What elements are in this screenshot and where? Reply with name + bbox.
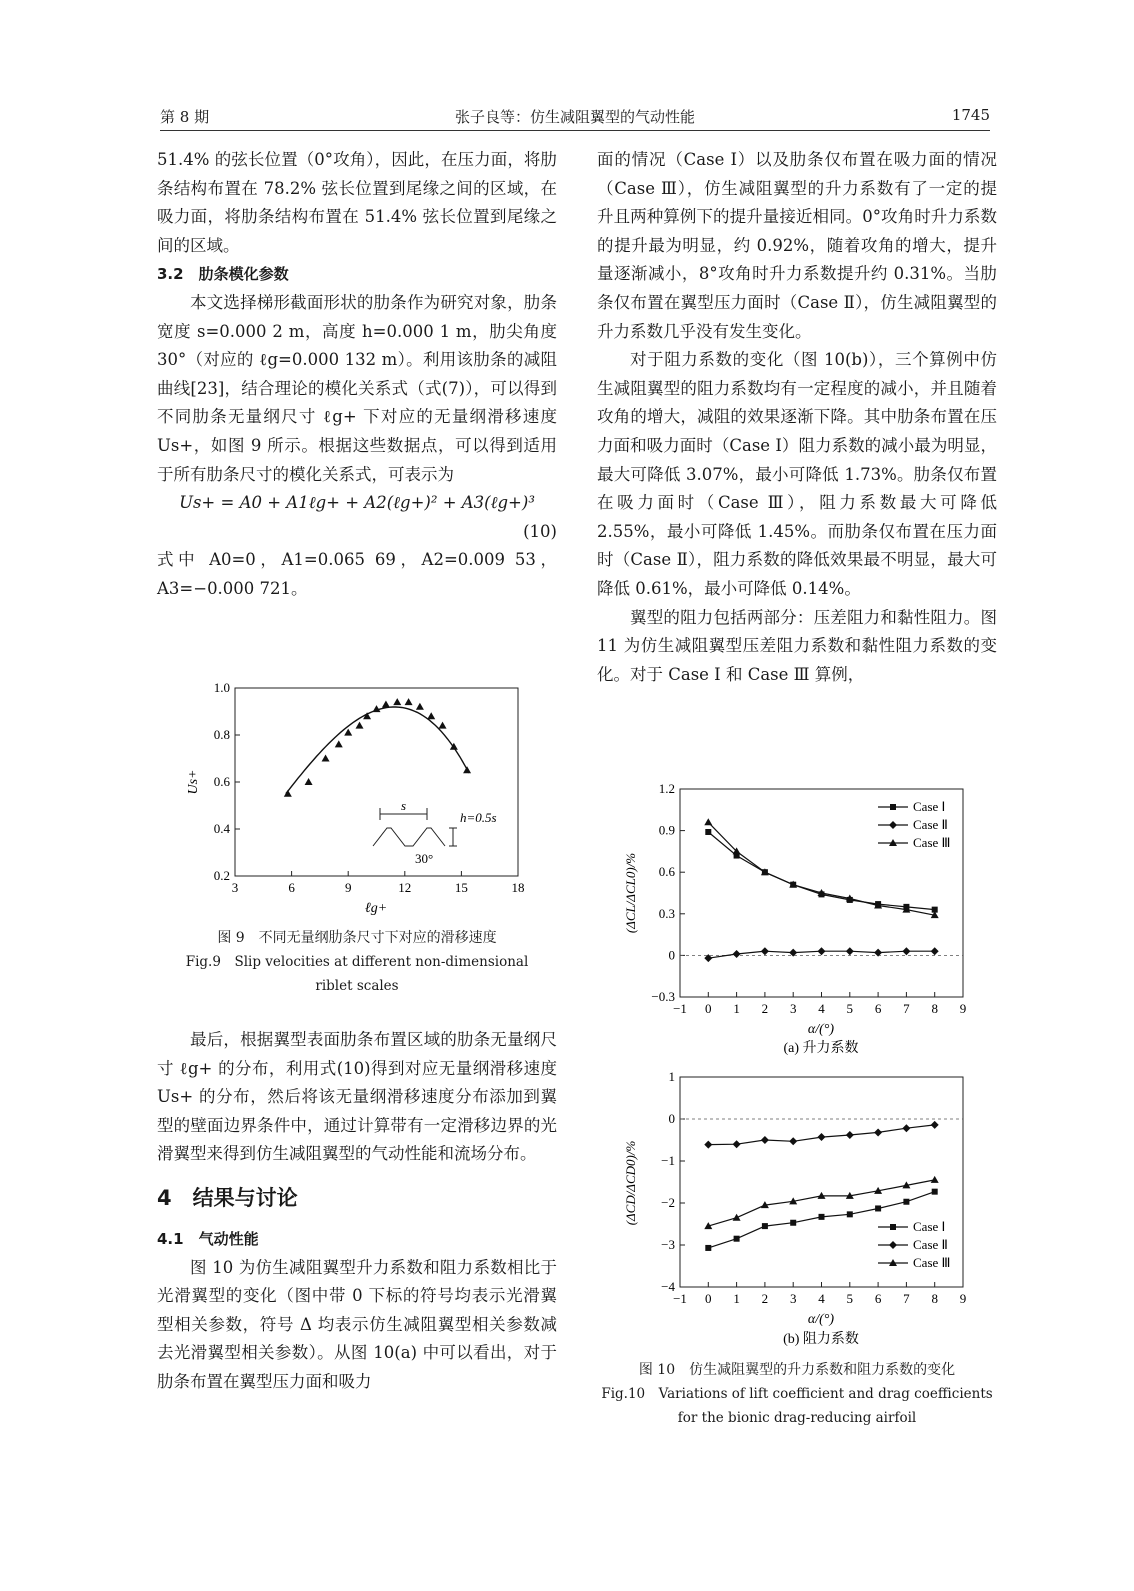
marker-triangle bbox=[733, 1214, 741, 1221]
x-tick-label: 6 bbox=[288, 880, 295, 895]
inset-label-s: s bbox=[401, 798, 407, 813]
y-tick-label: −2 bbox=[661, 1195, 675, 1210]
y-axis-label: (ΔCD/ΔCD0)/% bbox=[623, 1140, 638, 1226]
legend-label: Case Ⅱ bbox=[913, 1237, 948, 1252]
equation-number: (10) bbox=[523, 521, 557, 541]
marker-triangle bbox=[305, 778, 313, 785]
marker-triangle bbox=[405, 698, 413, 705]
x-tick-label: 1 bbox=[733, 1001, 740, 1016]
marker-diamond bbox=[733, 950, 741, 958]
caption-en-line2: riblet scales bbox=[315, 978, 399, 994]
left-column-bottom bbox=[157, 1026, 557, 1397]
legend-label: Case Ⅱ bbox=[913, 817, 948, 832]
x-tick-label: 5 bbox=[846, 1001, 854, 1016]
section-heading-4: 4 结果与讨论 bbox=[157, 1185, 298, 1210]
y-tick-label: 0.4 bbox=[213, 821, 230, 836]
x-tick-label: 9 bbox=[959, 1001, 967, 1016]
x-tick-label: 3 bbox=[789, 1291, 797, 1306]
figure-10a-chart bbox=[615, 775, 985, 1060]
page-number: 1745 bbox=[951, 106, 990, 124]
marker-square bbox=[890, 804, 896, 810]
marker-square bbox=[705, 829, 711, 835]
equation-10: Us+ = A0 + A1ℓg+ + A2(ℓg+)² + A3(ℓg+)³ bbox=[179, 493, 535, 513]
y-tick-label: 1.2 bbox=[658, 781, 675, 796]
x-tick-label: 3 bbox=[231, 880, 239, 895]
marker-square bbox=[819, 1214, 825, 1220]
paragraph: 本文选择梯形截面形状的肋条作为研究对象，肋条宽度 s=0.000 2 m，高度 h=0.000 1 m，肋尖角度 30°（对应的 ℓg=0.000 132 m）。利用该肋条的减阻曲线[23]，结合理论的模化关系式（式(7)），可以得到不同肋条无量纲尺寸 ℓg+ 下对应的无量纲滑移速度 Us+，如图 9 所示。根据这些数据点，可以得到适用于所有肋条尺寸的模化关系式，可表示为 bbox=[157, 292, 557, 484]
subfigure-label-b: (b) 阻力系数 bbox=[783, 1332, 859, 1347]
marker-triangle bbox=[335, 740, 343, 747]
marker-diamond bbox=[931, 947, 939, 955]
marker-triangle bbox=[427, 712, 435, 719]
marker-triangle bbox=[416, 703, 424, 710]
y-tick-label: −3 bbox=[661, 1237, 675, 1252]
marker-square bbox=[847, 1211, 853, 1217]
marker-diamond bbox=[889, 1241, 897, 1249]
legend-label: Case Ⅰ bbox=[913, 799, 946, 814]
y-tick-label: 0.3 bbox=[658, 905, 675, 921]
marker-diamond bbox=[818, 947, 826, 955]
fit-curve bbox=[286, 707, 469, 794]
marker-triangle bbox=[439, 722, 447, 729]
x-tick-label: 8 bbox=[931, 1001, 938, 1016]
marker-triangle bbox=[344, 729, 352, 736]
caption-en-line2: for the bionic drag-reducing airfoil bbox=[677, 1410, 917, 1426]
x-tick-label: 18 bbox=[511, 880, 525, 895]
running-title: 张子良等：仿生减阻翼型的气动性能 bbox=[454, 108, 695, 126]
y-tick-label: −4 bbox=[661, 1279, 675, 1294]
x-tick-label: 7 bbox=[903, 1001, 910, 1016]
marker-square bbox=[875, 1205, 881, 1211]
x-tick-label: 3 bbox=[789, 1001, 797, 1016]
y-tick-label: 0 bbox=[668, 1111, 675, 1126]
paragraph: 翼型的阻力包括两部分：压差阻力和黏性阻力。图 11 为仿生减阻翼型压差阻力系数和黏性阻力系数的变化。对于 Case Ⅰ 和 Case Ⅲ 算例， bbox=[597, 607, 997, 684]
series-line bbox=[708, 822, 934, 915]
x-tick-label: 6 bbox=[874, 1001, 882, 1016]
legend-label: Case Ⅰ bbox=[913, 1219, 946, 1234]
x-tick-label: −1 bbox=[673, 1291, 687, 1306]
y-axis-label: (ΔCL/ΔCL0)/% bbox=[623, 852, 638, 934]
y-tick-label: −1 bbox=[661, 1153, 675, 1168]
riblet-inset bbox=[373, 808, 457, 846]
marker-diamond bbox=[889, 821, 897, 829]
inset-label-angle: 30° bbox=[415, 851, 434, 866]
marker-diamond bbox=[846, 1131, 854, 1139]
x-tick-label: 0 bbox=[705, 1001, 712, 1016]
x-tick-label: 7 bbox=[903, 1291, 910, 1306]
x-axis-label: α/(°) bbox=[807, 1312, 835, 1327]
marker-square bbox=[762, 1223, 768, 1229]
x-tick-label: 2 bbox=[761, 1291, 769, 1306]
marker-diamond bbox=[704, 1141, 712, 1149]
marker-square bbox=[705, 1245, 711, 1251]
left-column-top bbox=[157, 146, 557, 604]
marker-triangle bbox=[382, 700, 390, 707]
y-tick-label: −0.3 bbox=[651, 989, 675, 1004]
marker-square bbox=[790, 1220, 796, 1226]
section-heading-3-2: 3.2 肋条模化参数 bbox=[157, 265, 289, 284]
caption-en-line1: Fig.10 Variations of lift coefficient and drag coefficients bbox=[601, 1386, 993, 1402]
x-tick-label: 4 bbox=[818, 1001, 825, 1016]
x-tick-label: −1 bbox=[673, 1001, 687, 1016]
marker-diamond bbox=[874, 1128, 882, 1136]
y-tick-label: 0.2 bbox=[213, 868, 230, 883]
marker-triangle bbox=[931, 1176, 939, 1183]
caption-cn: 图 10 仿生减阻翼型的升力系数和阻力系数的变化 bbox=[638, 1362, 956, 1378]
figure-10-caption bbox=[597, 1358, 997, 1430]
data-points bbox=[284, 698, 471, 797]
y-tick-label: 0.6 bbox=[658, 864, 675, 880]
header-rule bbox=[160, 130, 990, 131]
x-tick-label: 15 bbox=[454, 880, 468, 895]
x-tick-label: 8 bbox=[931, 1291, 938, 1306]
marker-square bbox=[903, 1199, 909, 1205]
marker-triangle bbox=[284, 790, 292, 797]
right-column-top bbox=[597, 146, 997, 689]
marker-triangle bbox=[356, 722, 364, 729]
marker-square bbox=[734, 1236, 740, 1242]
caption-cn: 图 9 不同无量纲肋条尺寸下对应的滑移速度 bbox=[217, 930, 497, 946]
y-tick-label: 1 bbox=[668, 1069, 675, 1084]
marker-triangle bbox=[704, 818, 712, 825]
tick-group bbox=[214, 680, 525, 895]
marker-diamond bbox=[789, 1137, 797, 1145]
figure-9-caption bbox=[157, 926, 557, 998]
x-tick-label: 12 bbox=[398, 880, 412, 895]
series-line bbox=[708, 832, 934, 910]
marker-square bbox=[890, 1224, 896, 1230]
x-tick-label: 5 bbox=[846, 1291, 854, 1306]
x-tick-label: 9 bbox=[959, 1291, 967, 1306]
marker-diamond bbox=[733, 1140, 741, 1148]
paragraph: 式中 A0=0，A1=0.065 69，A2=0.009 53，A3=−0.000 721。 bbox=[157, 550, 557, 598]
y-tick-label: 0.6 bbox=[213, 774, 230, 789]
figure-10b-chart bbox=[615, 1065, 985, 1355]
y-tick-label: 0.9 bbox=[658, 822, 675, 838]
y-tick-label: 0.8 bbox=[213, 727, 230, 742]
marker-diamond bbox=[846, 947, 854, 955]
caption-en-line1: Fig.9 Slip velocities at different non-dimensional bbox=[185, 954, 529, 970]
x-axis-label: α/(°) bbox=[807, 1022, 835, 1037]
marker-diamond bbox=[931, 1121, 939, 1129]
marker-triangle bbox=[322, 755, 330, 762]
marker-diamond bbox=[902, 1124, 910, 1132]
paragraph: 面的情况（Case Ⅰ）以及肋条仅布置在吸力面的情况（Case Ⅲ），仿生减阻翼型的升力系数有了一定的提升且两种算例下的提升量接近相同。0°攻角时升力系数的提升最为明显，约 0.92%，随着攻角的增大，提升量逐渐减小，8°攻角时升力系数提升约 0.31%。当肋条仅布置在翼型压力面时（Case Ⅱ），仿生减阻翼型的升力系数几乎没有发生变化。 bbox=[597, 150, 997, 341]
paragraph: 最后，根据翼型表面肋条布置区域的肋条无量纲尺寸 ℓg+ 的分布，利用式(10)得到对应无量纲滑移速度 Us+ 的分布，然后将该无量纲滑移速度分布添加到翼型的壁面边界条件中，通过计算带有一定滑移边界的光滑翼型来得到仿生减阻翼型的气动性能和流场分布。 bbox=[157, 1030, 557, 1164]
paragraph: 51.4% 的弦长位置（0°攻角），因此，在压力面，将肋条结构布置在 78.2% 弦长位置到尾缘之间的区域，在吸力面，将肋条结构布置在 51.4% 弦长位置到尾缘之间的区域。 bbox=[157, 150, 557, 255]
marker-diamond bbox=[818, 1133, 826, 1141]
running-header bbox=[160, 100, 990, 130]
inset-label-h: h=0.5s bbox=[460, 810, 497, 825]
legend-label: Case Ⅲ bbox=[913, 1255, 951, 1270]
x-tick-label: 4 bbox=[818, 1291, 825, 1306]
x-tick-label: 9 bbox=[344, 880, 352, 895]
plot-frame bbox=[235, 688, 518, 876]
y-axis-label: Us+ bbox=[186, 769, 201, 795]
paragraph: 对于阻力系数的变化（图 10(b)），三个算例中仿生减阻翼型的阻力系数均有一定程度的减小，并且随着攻角的增大，减阻的效果逐渐下降。其中肋条布置在压力面和吸力面时（Case Ⅰ）阻力系数的减小最为明显，最大可降低 3.07%，最小可降低 1.73%。肋条仅布置在吸力面时（Case Ⅲ），阻力系数最大可降低 2.55%，最小可降低 1.45%。而肋条仅布置在压力面时（Case Ⅱ），阻力系数的降低效果最不明显，最大可降低 0.61%，最小可降低 0.14%。 bbox=[597, 350, 997, 598]
y-tick-label: 1.0 bbox=[213, 680, 230, 695]
marker-diamond bbox=[761, 1136, 769, 1144]
subfigure-label-a: (a) 升力系数 bbox=[783, 1041, 859, 1056]
marker-diamond bbox=[902, 947, 910, 955]
marker-square bbox=[932, 1189, 938, 1195]
marker-triangle bbox=[463, 766, 471, 773]
x-tick-label: 2 bbox=[761, 1001, 769, 1016]
figure-9-chart bbox=[175, 670, 545, 925]
legend-label: Case Ⅲ bbox=[913, 835, 951, 850]
x-tick-label: 0 bbox=[705, 1291, 712, 1306]
riblet-profile bbox=[373, 828, 445, 846]
issue-number: 第 8 期 bbox=[160, 108, 210, 126]
paragraph: 图 10 为仿生减阻翼型升力系数和阻力系数相比于光滑翼型的变化（图中带 0 下标的符号均表示光滑翼型相关参数，符号 Δ 均表示仿生减阻翼型相关参数减去光滑翼型相关参数）。从图 10(a) 中可以看出，对于肋条布置在翼型压力面和吸力 bbox=[157, 1257, 557, 1391]
section-heading-4-1: 4.1 气动性能 bbox=[157, 1229, 259, 1248]
y-tick-label: 0 bbox=[668, 947, 675, 963]
x-axis-label: ℓg+ bbox=[364, 901, 388, 916]
marker-diamond bbox=[761, 947, 769, 955]
x-tick-label: 1 bbox=[733, 1291, 740, 1306]
x-tick-label: 6 bbox=[874, 1291, 882, 1306]
marker-triangle bbox=[393, 698, 401, 705]
